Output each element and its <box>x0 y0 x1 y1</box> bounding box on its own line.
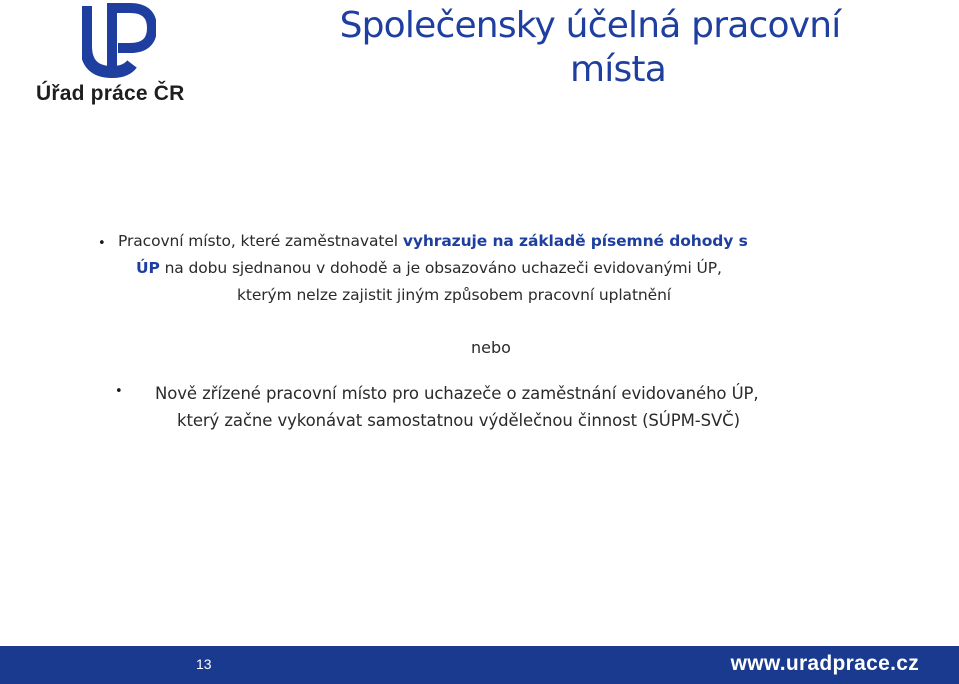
page-number: 13 <box>196 656 212 672</box>
paragraph-2-line-1: Nově zřízené pracovní místo pro uchazeče o zaměstnání evidovaného ÚP, <box>155 384 759 403</box>
bullet-icon: • <box>98 236 106 251</box>
paragraph-1-line-2: ÚP na dobu sjednanou v dohodě a je obsazováno uchazeči evidovanými ÚP, <box>136 259 722 277</box>
paragraph-1-line-3: kterým nelze zajistit jiným způsobem pracovní uplatnění <box>237 286 672 304</box>
paragraph-2-line-2: který začne vykonávat samostatnou výdělečnou činnost (SÚPM-SVČ) <box>177 411 740 430</box>
bullet-paragraph-1 <box>118 228 748 309</box>
bullet-icon: • <box>115 384 123 399</box>
paragraph-1-line-1: Pracovní místo, které zaměstnavatel vyhrazuje na základě písemné dohody s <box>118 232 748 250</box>
bullet-paragraph-2 <box>155 380 759 434</box>
title-line-1: Společensky účelná pracovní <box>339 5 841 46</box>
logo-text: Úřad práce ČR <box>36 82 185 105</box>
title-line-2: místa <box>569 49 666 90</box>
footer-bar <box>0 646 959 684</box>
footer-url[interactable]: www.uradprace.cz <box>730 652 919 675</box>
separator-text: nebo <box>471 338 511 357</box>
